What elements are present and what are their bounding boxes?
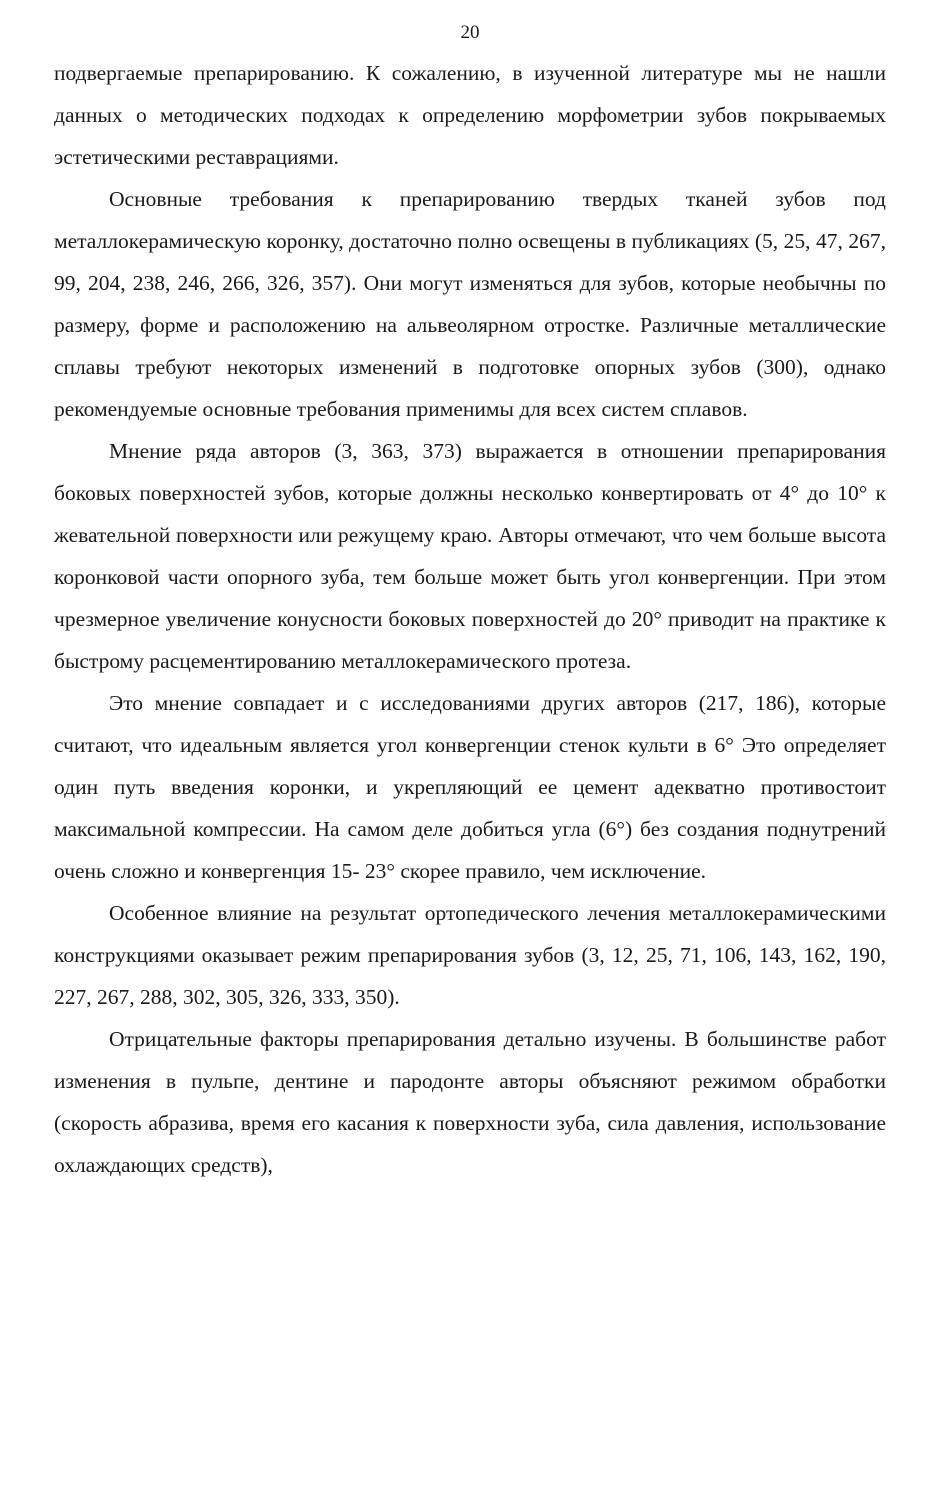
page-number: 20 xyxy=(460,22,480,43)
paragraph-3: Мнение ряда авторов (3, 363, 373) выражается в отношении препарирования боковых поверхностей зубов, которые должны несколько конвертировать от 4° до 10° к жевательной поверхности или режущему краю. Авторы отмечают, что чем больше высота коронковой части опорного зуба, тем больше может быть угол конвергенции. При этом чрезмерное увеличение конусности боковых поверхностей до 20° приводит на практике к быстрому расцементированию металлокерамического протеза. xyxy=(54,439,886,673)
paragraph-5: Особенное влияние на результат ортопедического лечения металлокерамическими конструкциями оказывает режим препарирования зубов (3, 12, 25, 71, 106, 143, 162, 190, 227, 267, 288, 302, 305, 326, 333, 350). xyxy=(54,901,886,1009)
paragraph-2: Основные требования к препарированию твердых тканей зубов под металлокерамическую коронку, достаточно полно освещены в публикациях (5, 25, 47, 267, 99, 204, 238, 246, 266, 326, 357). Они могут изменяться для зубов, которые необычны по размеру, форме и расположению на альвеолярном отростке. Различные металлические сплавы требуют некоторых изменений в подготовке опорных зубов (300), однако рекомендуемые основные требования применимы для всех систем сплавов. xyxy=(54,187,886,421)
paragraph-1: подвергаемые препарированию. К сожалению, в изученной литературе мы не нашли данных о методических подходах к определению морфометрии зубов покрываемых эстетическими реставрациями. xyxy=(54,61,886,169)
document-body xyxy=(54,52,886,1186)
paragraph-6: Отрицательные факторы препарирования детально изучены. В большинстве работ изменения в пульпе, дентине и пародонте авторы объясняют режимом обработки (скорость абразива, время его касания к поверхности зуба, сила давления, использование охлаждающих средств), xyxy=(54,1027,886,1177)
paragraph-4: Это мнение совпадает и с исследованиями других авторов (217, 186), которые считают, что идеальным является угол конвергенции стенок культи в 6° Это определяет один путь введения коронки, и укрепляющий ее цемент адекватно противостоит максимальной компрессии. На самом деле добиться угла (6°) без создания поднутрений очень сложно и конвергенция 15- 23° скорее правило, чем исключение. xyxy=(54,691,886,883)
